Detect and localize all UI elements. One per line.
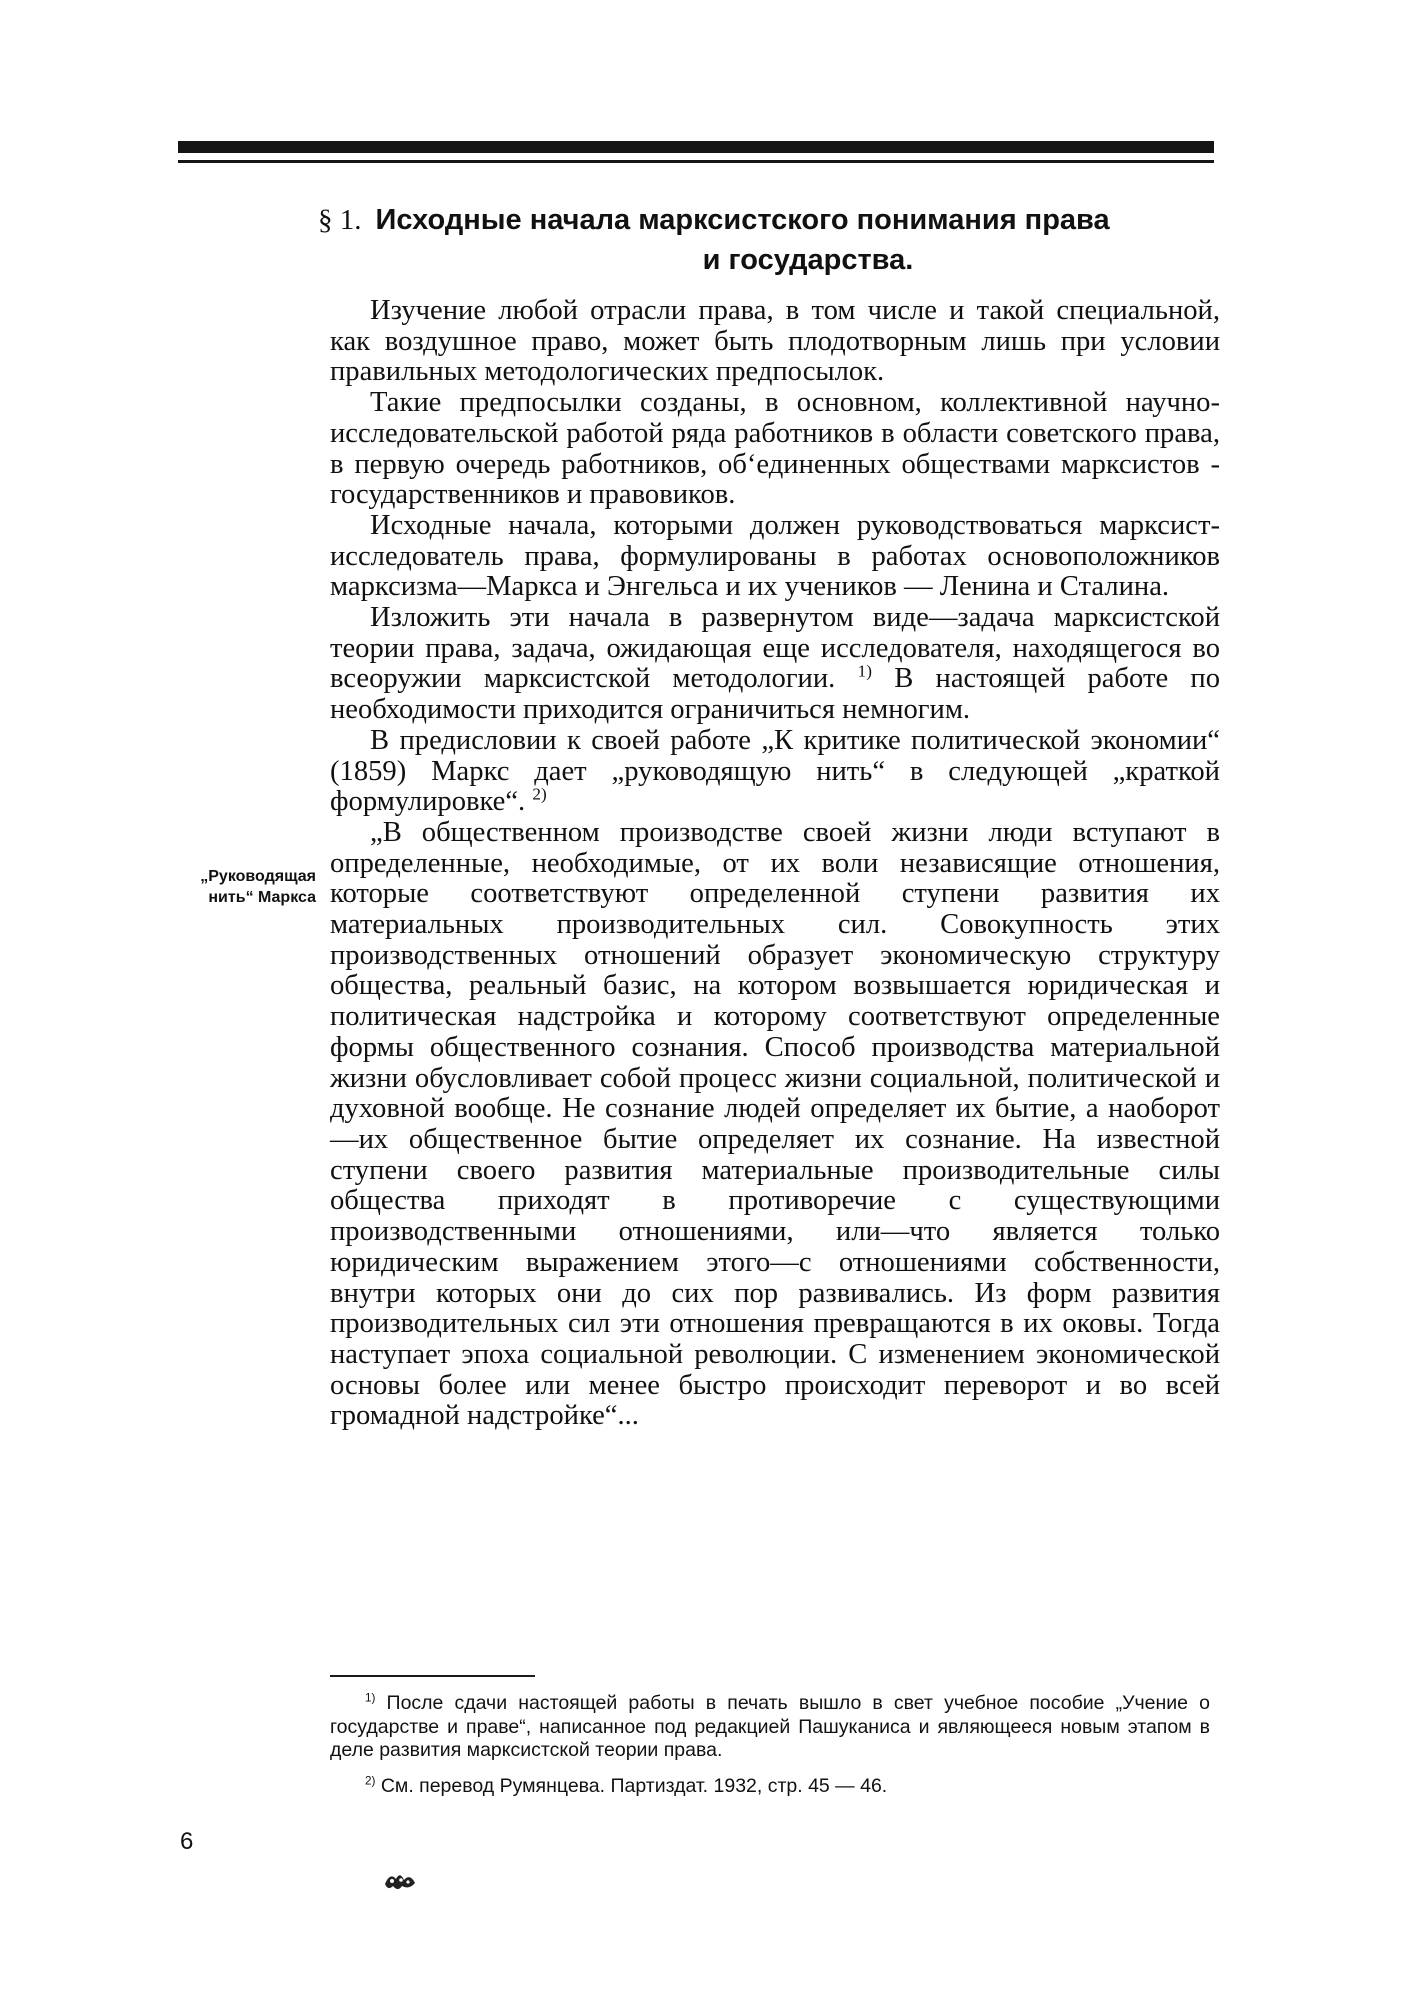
- footnote-1: [330, 1692, 1210, 1763]
- paragraph-5: [330, 726, 1220, 818]
- paragraph-3: Исходные начала, которыми должен руководствоваться марксист-исследователь права, формулированы в работах основоположников марксизма—Маркса и Энгельса и их учеников — Ленина и Сталина.: [330, 509, 1220, 603]
- paragraph-5-text: В предисловии к своей работе „К критике политической экономии“ (1859) Маркс дает „руководящую нить“ в следующей „краткой формулировке“.: [330, 724, 1220, 818]
- paragraph-4: [330, 603, 1220, 726]
- footnote-2-mark: 2): [365, 1774, 376, 1787]
- footnote-1-text: После сдачи настоящей работы в печать вышло в свет учебное пособие „Учение о государстве и праве“, написанное под редакцией Пашуканиса и являющееся новым этапом в деле развития марксистской теории права.: [330, 1692, 1210, 1761]
- top-thin-rule: [178, 160, 1214, 163]
- page-number: 6: [180, 1828, 194, 1855]
- heading-line-1: [318, 200, 1228, 240]
- footnote-divider: [330, 1675, 535, 1677]
- paragraph-4-text-a: Изложить эти начала в развернутом виде—задача марксистской теории права, задача, ожидающая еще исследователя, находящегося во всеоружии марксистской методологии.: [330, 602, 1220, 695]
- footnote-ref-1: 1): [857, 661, 872, 681]
- margin-note-line-1: „Руководящая: [200, 868, 316, 885]
- footnote-ref-2: 2): [532, 784, 547, 804]
- margin-note: [176, 866, 316, 908]
- body-text: [330, 296, 1220, 1432]
- footnote-2: [330, 1775, 1210, 1799]
- marx-quote: „В общественном производстве своей жизни люди вступают в определенные, необходимые, от их воли независящие отношения, которые соответствуют определенной ступени развития их материальных производительных сил. Совокупность этих производственных отношений образует экономическую структуру общества, реальный базис, на котором возвышается юридическая и политическая надстройка и которому соответствуют определенные формы общественного сознания. Способ производства материальной жизни обусловливает собой процесс жизни социальной, политической и духовной вообще. Не сознание людей определяет их бытие, а наоборот—их общественное бытие определяет их сознание. На известной ступени своего развития материальные производительные силы общества приходят в противоречие с существующими производственными отношениями, или—что является только юридическим выражением этого—с отношениями собственности, внутри которых они до сих пор развивались. Из форм развития производительных сил эти отношения превращаются в их оковы. Тогда наступает эпоха социальной революции. С изменением экономической основы более или менее быстро происходит переворот и во всей громадной надстройке“...: [330, 816, 1220, 1432]
- paragraph-2: Такие предпосылки созданы, в основном, коллективной научно-исследовательской работой ряда работников в области советского права, в первую очередь работников, об‘единенных обществами марксистов - государственников и правовиков.: [330, 387, 1220, 511]
- printer-ornament-icon: [382, 1869, 418, 1893]
- section-heading: [318, 200, 1228, 280]
- paragraph-1: Изучение любой отрасли права, в том числе и такой специальной, как воздушное право, может быть плодотворным лишь при условии правильных методологических предпосылок.: [330, 295, 1220, 388]
- heading-line-2: и государства.: [702, 244, 914, 276]
- heading-title: Исходные начала марксистского понимания права: [375, 204, 1110, 236]
- footnote-2-text: См. перевод Румянцева. Партиздат. 1932, стр. 45 — 46.: [380, 1774, 888, 1797]
- section-number: § 1.: [318, 204, 362, 236]
- top-thick-rule: [178, 141, 1214, 153]
- footnotes: [330, 1692, 1210, 1810]
- footnote-1-mark: 1): [365, 1691, 376, 1705]
- paragraph-4-text-b: В настоящей работе по необходимости приходится ограничиться немногим.: [330, 663, 1221, 726]
- margin-note-line-2: нить“ Маркса: [208, 889, 316, 906]
